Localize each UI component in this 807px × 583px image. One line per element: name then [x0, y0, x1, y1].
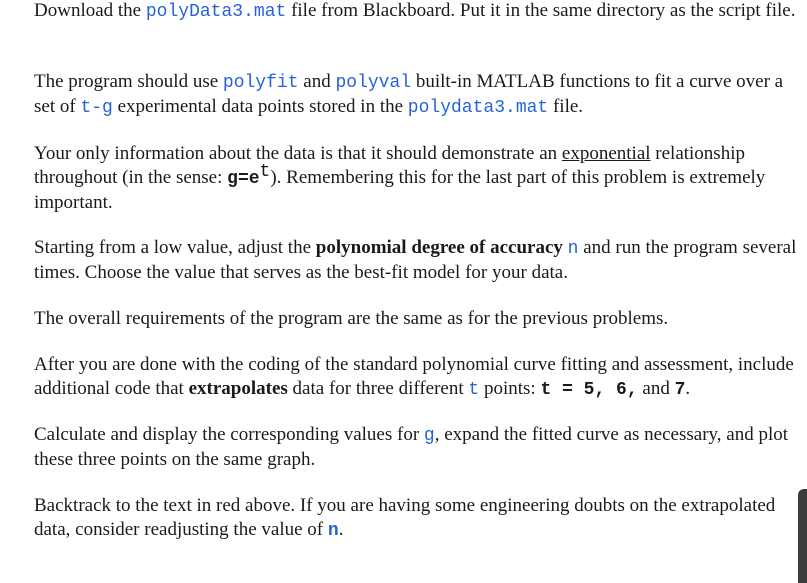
code-n: n — [327, 521, 339, 541]
paragraph-download — [34, 0, 795, 24]
code-g: g — [423, 426, 435, 446]
text: built-in MATLAB functions to fit a curve over a set of — [34, 71, 784, 117]
text: . — [338, 519, 344, 540]
text: file. — [548, 96, 584, 117]
text: The program should use — [34, 71, 223, 92]
bold-extrapolates: extrapolates — [188, 378, 288, 399]
text: data for three different — [287, 378, 469, 399]
text: relationship throughout (in the sense: — [34, 143, 745, 188]
code-g-equals-e: g=e — [227, 169, 260, 189]
superscript-t: t — [259, 162, 271, 182]
text: points: — [479, 378, 541, 399]
text: Backtrack to the text in red above. If you are having some engineering doubts on the extrapolated data, consider readjusting the value of — [34, 495, 776, 540]
underlined-exponential: exponential — [561, 143, 651, 164]
paragraph-exponential — [34, 142, 807, 215]
paragraph-requirements — [34, 307, 668, 331]
paragraph-program-usage — [34, 70, 807, 120]
paragraph-degree — [34, 236, 807, 285]
text: and — [298, 71, 336, 92]
code-polyfit: polyfit — [222, 73, 299, 93]
text: Your only information about the data is that it should demonstrate an — [34, 143, 562, 164]
text: Calculate and display the corresponding values for — [34, 424, 424, 445]
paragraph-extrapolation — [34, 353, 807, 402]
text: Download the — [34, 0, 146, 21]
code-t: t — [468, 380, 480, 400]
code-t-values: t = 5, 6, — [540, 380, 638, 400]
text: . — [685, 378, 691, 399]
text: file from Blackboard. Put it in the same directory as the script file. — [286, 0, 796, 21]
text: and — [637, 378, 675, 399]
code-t-g: t-g — [80, 98, 113, 118]
paragraph-backtrack — [34, 494, 807, 543]
text: ). Remembering this for the last part of this problem is extremely important. — [34, 167, 766, 213]
code-seven: 7 — [674, 380, 686, 400]
side-panel-tab[interactable] — [798, 489, 807, 583]
code-n: n — [567, 239, 579, 259]
text: , expand the fitted curve as necessary, and plot these three points on the same graph. — [34, 424, 789, 470]
bold-polynomial-degree: polynomial degree of accuracy — [315, 237, 563, 258]
text: The overall requirements of the program are the same as for the previous problems. — [34, 308, 669, 329]
code-filename: polyData3.mat — [145, 2, 287, 22]
text: Starting from a low value, adjust the — [34, 237, 316, 258]
text: experimental data points stored in the — [112, 96, 408, 117]
paragraph-calculate — [34, 423, 807, 472]
text: After you are done with the coding of the standard polynomial curve fitting and assessment, include additional code that — [34, 354, 794, 399]
code-filename: polydata3.mat — [407, 98, 549, 118]
text: and run the program several times. Choose the value that serves as the best-fit model for your data. — [34, 237, 797, 283]
code-polyval: polyval — [335, 73, 412, 93]
